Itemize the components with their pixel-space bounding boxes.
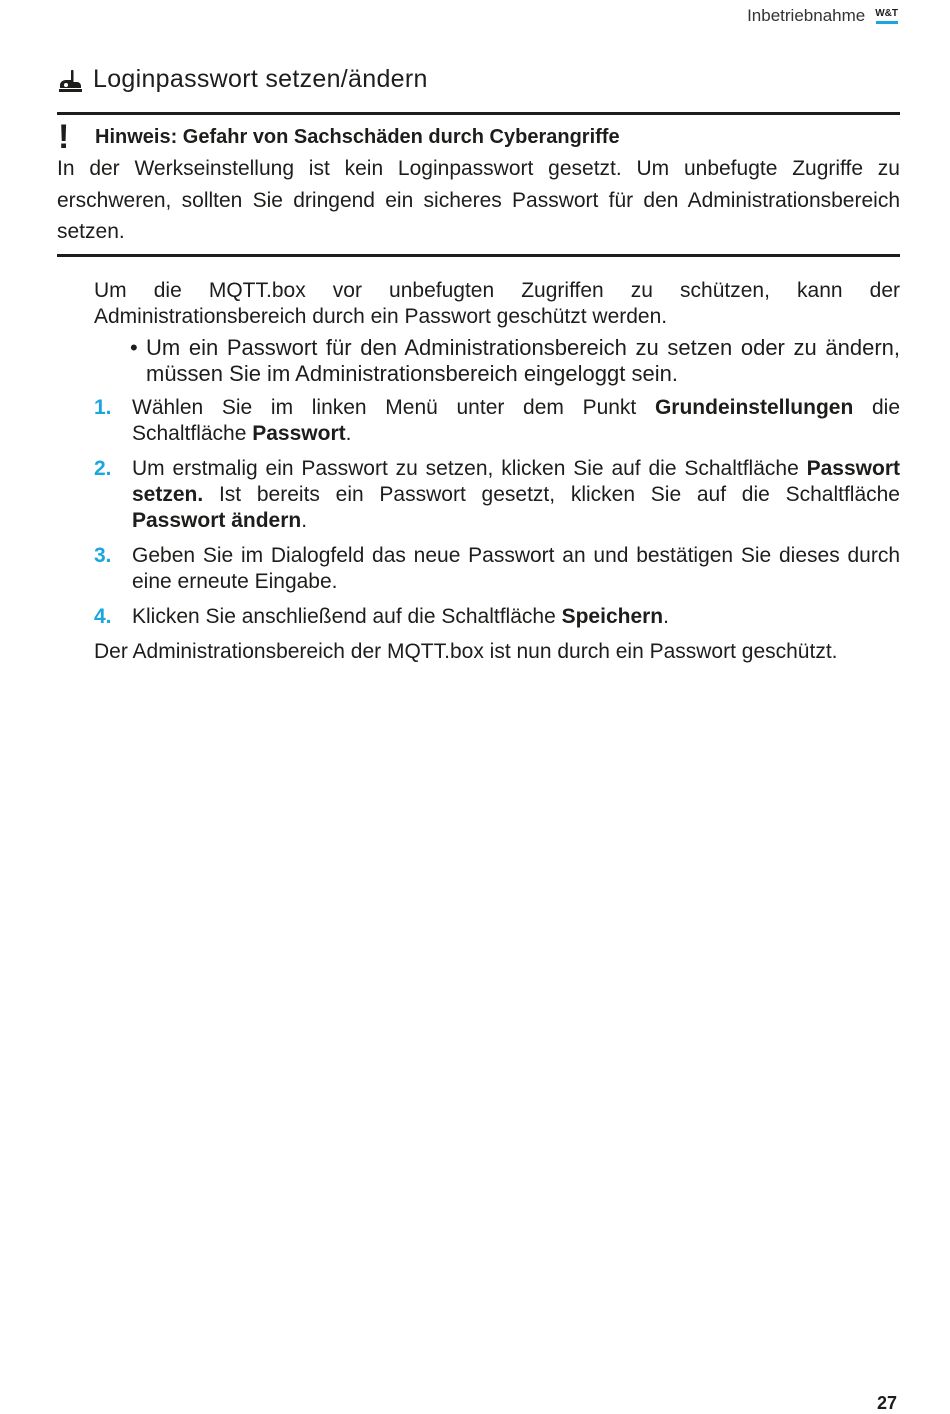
notice-box [57, 112, 900, 257]
step-number: 2. [94, 457, 112, 480]
step-text: Geben Sie im Dialogfeld das neue Passwort an und bestätigen Sie dieses durch eine erneute Eingabe. [132, 544, 900, 593]
wt-logo [875, 9, 898, 24]
step-item [94, 456, 900, 534]
step-item [94, 604, 900, 630]
step-text: Klicken Sie anschließend auf die Schaltfläche Speichern. [132, 605, 669, 628]
intro-paragraph: Um die MQTT.box vor unbefugten Zugriffen zu schützen, kann der Administrationsbereich durch ein Passwort geschützt werden. [94, 279, 900, 328]
step-text: Um erstmalig ein Passwort zu setzen, klicken Sie auf die Schaltfläche Passwort setzen. Ist bereits ein Passwort gesetzt, klicken Sie auf die Schaltfläche Passwort ändern. [132, 457, 900, 532]
notice-body: In der Werkseinstellung ist kein Loginpasswort gesetzt. Um unbefugte Zugriffe zu erschweren, sollten Sie dringend ein sicheres Passwort für den Administrationsbereich setzen. [57, 157, 900, 243]
page-header [747, 5, 898, 27]
step-item [94, 395, 900, 447]
step-number: 4. [94, 605, 112, 628]
exclamation-icon: ! [58, 118, 70, 156]
notice-title: Hinweis: Gefahr von Sachschäden durch Cyberangriffe [95, 125, 620, 148]
main-content [94, 278, 900, 665]
conclusion-paragraph: Der Administrationsbereich der MQTT.box ist nun durch ein Passwort geschützt. [94, 640, 838, 663]
step-item [94, 543, 900, 595]
bullet-text: Um ein Passwort für den Administrationsbereich zu setzen oder zu ändern, müssen Sie im Administrationsbereich eingeloggt sein. [146, 335, 900, 386]
logo-underline [876, 21, 898, 24]
bullet-item [130, 335, 900, 387]
section-title: Loginpasswort setzen/ändern [93, 64, 428, 93]
notice-header [57, 118, 900, 156]
logo-text: W&T [875, 8, 898, 19]
step-text: Wählen Sie im linken Menü unter dem Punkt Grundeinstellungen die Schaltfläche Passwort. [132, 396, 900, 445]
step-number: 1. [94, 396, 112, 419]
page-number: 27 [876, 1393, 897, 1413]
header-section-title: Inbetriebnahme [747, 6, 866, 25]
bullet-icon: • [130, 335, 138, 360]
step-number: 3. [94, 544, 112, 567]
section-heading [57, 64, 428, 94]
settings-hand-icon [57, 68, 83, 94]
steps-list [94, 395, 900, 630]
